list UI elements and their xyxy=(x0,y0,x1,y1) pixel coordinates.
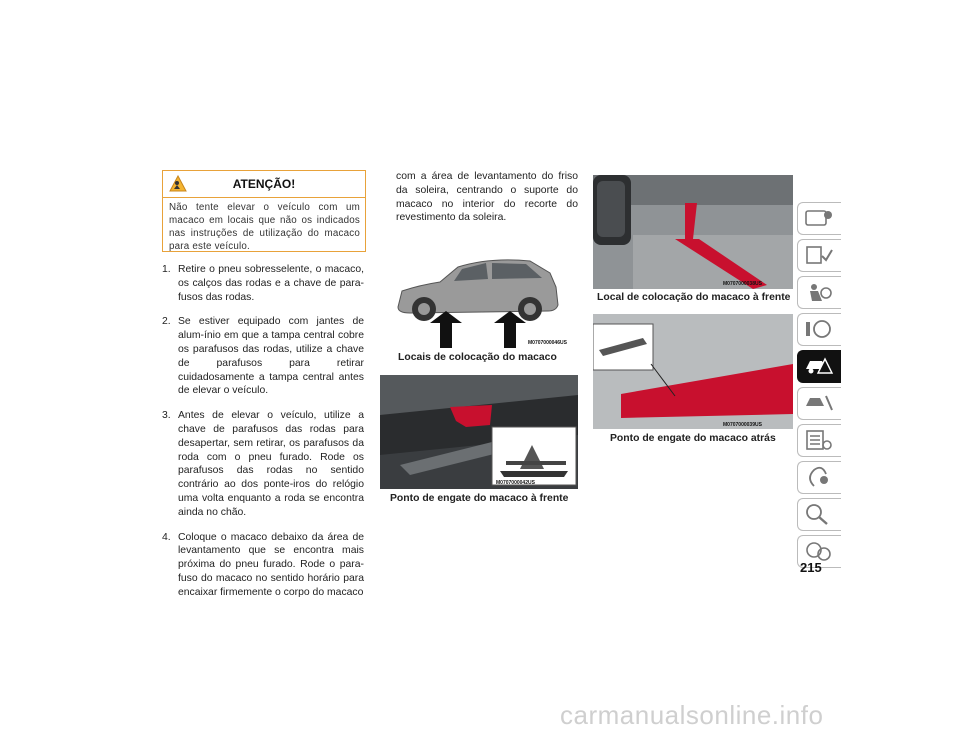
step-text: Antes de elevar o veículo, utilize a chave de parafusos das rodas para desapertar, sem retirar, os parafusos da roda com o pneu furado. Rode os parafusos das rodas no sentido contrário ao dos ponte-iros do relógio uma volta enquanto a roda se encontra ainda no chão. xyxy=(178,410,364,518)
footer-watermark[interactable]: carmanualsonline.info xyxy=(560,700,824,730)
language-icon xyxy=(804,540,834,562)
safety-check-icon xyxy=(804,244,834,266)
tab-service-maintenance[interactable] xyxy=(797,387,841,420)
figure-front-jack-point xyxy=(380,375,578,489)
figure-front-jack-placement xyxy=(593,175,793,289)
figure-jacking-locations xyxy=(380,245,580,350)
steering-wheel-icon xyxy=(804,318,834,340)
figure-code: M0707000039US xyxy=(723,422,762,428)
service-maintenance-icon xyxy=(804,392,834,414)
continuation-text: com a área de levantamento do friso da soleira, centrando o suporte do macaco no interior do recorte do revestimento da soleira. xyxy=(396,171,578,224)
tab-dashboard-info[interactable] xyxy=(797,202,841,235)
tab-roadside-emergency[interactable] xyxy=(797,350,841,383)
index-search-icon xyxy=(804,503,834,525)
tab-specifications[interactable] xyxy=(797,424,841,457)
warning-text: Não tente elevar o veículo com um macaco em locais que não os indicados nas instruções de utilização do macaco para este veículo. xyxy=(169,202,360,252)
figure-code: M0707000046US xyxy=(528,340,567,346)
figure-caption: Local de colocação do macaco à frente xyxy=(597,292,791,303)
step-text: Coloque o macaco debaixo da área de levantamento que se encontra mais próxima do pneu furado. Rode o para-fuso do macaco no sentido horário para encaixar firmemente o corpo do macaco xyxy=(178,531,364,598)
step-text: Retire o pneu sobresselente, o macaco, os calços das rodas e a chave de para-fusos das rodas. xyxy=(178,264,364,303)
figure-caption: Ponto de engate do macaco à frente xyxy=(390,493,569,504)
step-text: Se estiver equipado com jantes de alum-ínio em que a tampa central cobre os parafusos das rodas, utilize a chave de parafusos para retirar cuidadosamente a tampa central antes de elevar o veículo. xyxy=(178,316,364,397)
figure-caption: Locais de colocação do macaco xyxy=(398,352,557,363)
tab-airbag-seat[interactable] xyxy=(797,276,841,309)
dashboard-info-icon xyxy=(804,207,834,229)
figure-rear-jack-point xyxy=(593,314,793,429)
figure-code: M0707000042US xyxy=(496,480,535,486)
warning-title: ATENÇÃO! xyxy=(232,177,296,191)
suv-illustration xyxy=(380,245,580,350)
step-item xyxy=(162,409,364,519)
multimedia-icon xyxy=(804,466,834,488)
tab-safety-check[interactable] xyxy=(797,239,841,272)
tab-steering-wheel[interactable] xyxy=(797,313,841,346)
tab-index-search[interactable] xyxy=(797,498,841,531)
warning-box xyxy=(162,170,366,252)
specifications-icon xyxy=(804,429,834,451)
page-number: 215 xyxy=(800,560,822,575)
airbag-seat-icon xyxy=(804,281,834,303)
step-number: 2. xyxy=(162,316,171,328)
warning-header xyxy=(163,171,365,198)
step-number: 4. xyxy=(162,531,171,543)
tab-multimedia[interactable] xyxy=(797,461,841,494)
step-number: 1. xyxy=(162,264,171,275)
step-item xyxy=(162,263,364,304)
step-item xyxy=(162,531,364,600)
roadside-emergency-icon xyxy=(804,355,834,377)
figure-code: M0707000038US xyxy=(723,281,762,287)
figure-caption: Ponto de engate do macaco atrás xyxy=(610,433,776,444)
instruction-steps xyxy=(162,263,364,611)
step-item xyxy=(162,315,364,398)
step-number: 3. xyxy=(162,410,171,422)
arrow-front-marker xyxy=(430,311,462,348)
